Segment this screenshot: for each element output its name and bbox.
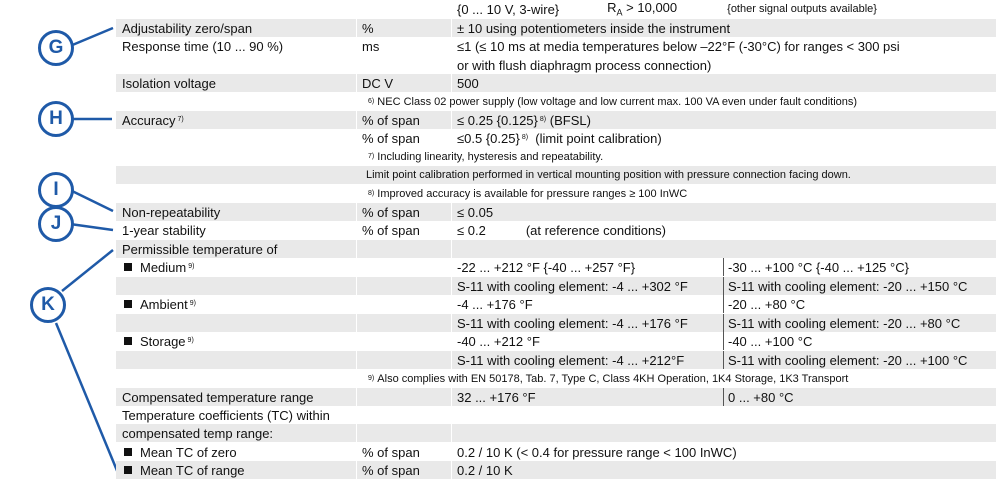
ambient-cooling-celsius: S-11 with cooling element: -20 ... +80 °C [723,314,996,332]
adjustability-unit: % [362,20,374,36]
medium-fahrenheit: -22 ... +212 °F {-40 ... +257 °F} [457,259,636,275]
non-repeatability-unit: % of span [362,204,420,220]
response-time-label: Response time (10 ... 90 %) [122,38,284,54]
other-outputs-note: {other signal outputs available} [727,3,877,15]
isolation-unit: DC V [362,75,394,91]
response-time-value-line2: or with flush diaphragm process connection) [457,57,712,73]
non-repeatability-row [116,203,996,221]
tc-heading-row [116,406,996,424]
leader-k-top [62,250,113,291]
adjustability-label: Adjustability zero/span [122,20,253,36]
isolation-label: Isolation voltage [122,75,216,91]
adjustability-row [116,19,996,37]
leader-k-bottom [56,323,118,473]
leader-g [70,28,113,46]
stability-label: 1-year stability [122,222,206,238]
bullet-icon [124,300,132,308]
medium-row [116,258,996,276]
accuracy-value-limit: ≤0.5 {0.25} 8) (limit point calibration) [457,130,662,146]
tc-zero-label: Mean TC of zero [116,443,351,461]
bullet-icon [124,337,132,345]
isolation-value: 500 [457,75,479,91]
accuracy-unit-1: % of span [362,112,420,128]
response-time-unit: ms [362,38,380,54]
signal-output-value: {0 ... 10 V, 3-wire} [457,1,560,17]
marker-k: K [30,287,66,323]
footnote-6: 6) NEC Class 02 power supply (low voltage and low current max. 100 VA even under fault conditions) [368,95,858,108]
tc-range-value: 0.2 / 10 K [457,462,513,478]
ambient-fahrenheit: -4 ... +176 °F [457,296,533,312]
isolation-row [116,74,996,92]
tc-zero-unit: % of span [362,444,420,460]
accuracy-label: Accuracy 7) [122,112,184,128]
response-time-row-cont [116,56,996,74]
ambient-cooling-row [116,314,996,332]
limit-point-note: Limit point calibration performed in vertical mounting position with pressure connection facing down. [116,166,996,184]
stability-row [116,221,996,239]
tc-heading-row-cont [116,424,996,442]
medium-cooling-celsius: S-11 with cooling element: -20 ... +150 °C [723,277,996,295]
non-repeatability-value: ≤ 0.05 [457,204,494,220]
accuracy-value-bfsl: ≤ 0.25 {0.125} 8) (BFSL) [457,112,591,128]
storage-cooling-celsius: S-11 with cooling element: -20 ... +100 °C [723,351,996,369]
medium-cooling-fahrenheit: S-11 with cooling element: -4 ... +302 °F [457,278,688,294]
ambient-label: Ambient 9) [116,295,351,313]
load-resistance: $R_A > 10,000$ [607,0,678,18]
footnote-7: 7) Including linearity, hysteresis and repeatability. [368,150,604,163]
storage-cooling-row [116,351,996,369]
storage-cooling-fahrenheit: S-11 with cooling element: -4 ... +212°F [457,352,685,368]
accuracy-row-limit [116,129,996,147]
tc-range-row [116,461,996,479]
leader-i [70,190,113,211]
storage-row [116,332,996,350]
stability-value: ≤ 0.2 (at reference conditions) [457,222,667,238]
tc-heading-line1: Temperature coefficients (TC) within [122,407,330,423]
tc-range-unit: % of span [362,462,420,478]
adjustability-value: ± 10 using potentiometers inside the instrument [457,20,731,36]
compensated-celsius: 0 ... +80 °C [723,388,996,406]
footnote-8: 8) Improved accuracy is available for pressure ranges ≥ 100 InWC [368,187,688,200]
ambient-cooling-fahrenheit: S-11 with cooling element: -4 ... +176 °F [457,315,688,331]
accuracy-row [116,111,996,129]
non-repeatability-label: Non-repeatability [122,204,221,220]
tc-zero-value: 0.2 / 10 K (< 0.4 for pressure range < 100 InWC) [457,444,737,460]
accuracy-unit-2: % of span [362,130,420,146]
compensated-range-row [116,388,996,406]
storage-label: Storage 9) [116,332,351,350]
medium-cooling-row [116,277,996,295]
bullet-icon [124,263,132,271]
marker-g: G [38,30,74,66]
response-time-value-line1: ≤1 (≤ 10 ms at media temperatures below –22°F (-30°C) for ranges < 300 psi [457,38,900,54]
footnote-9: 9) Also complies with EN 50178, Tab. 7, Type C, Class 4KH Operation, 1K4 Storage, 1K3 Transport [368,372,849,385]
marker-i: I [38,172,74,208]
tc-zero-row [116,443,996,461]
tc-heading-line2: compensated temp range: [122,425,274,441]
compensated-fahrenheit: 32 ... +176 °F [457,389,536,405]
permissible-temp-row [116,240,996,258]
marker-j: J [38,206,74,242]
storage-fahrenheit: -40 ... +212 °F [457,333,540,349]
compensated-range-label: Compensated temperature range [122,389,314,405]
signal-output-row [116,0,996,18]
tc-range-label: Mean TC of range [116,461,351,479]
permissible-temp-label: Permissible temperature of [122,241,278,257]
response-time-row [116,37,996,55]
bullet-icon [124,448,132,456]
medium-label: Medium 9) [116,258,351,276]
leader-j [70,224,113,230]
stability-unit: % of span [362,222,420,238]
storage-celsius: -40 ... +100 °C [723,332,996,350]
medium-celsius: -30 ... +100 °C {-40 ... +125 °C} [723,258,996,276]
marker-h: H [38,101,74,137]
ambient-row [116,295,996,313]
ambient-celsius: -20 ... +80 °C [723,295,996,313]
bullet-icon [124,466,132,474]
